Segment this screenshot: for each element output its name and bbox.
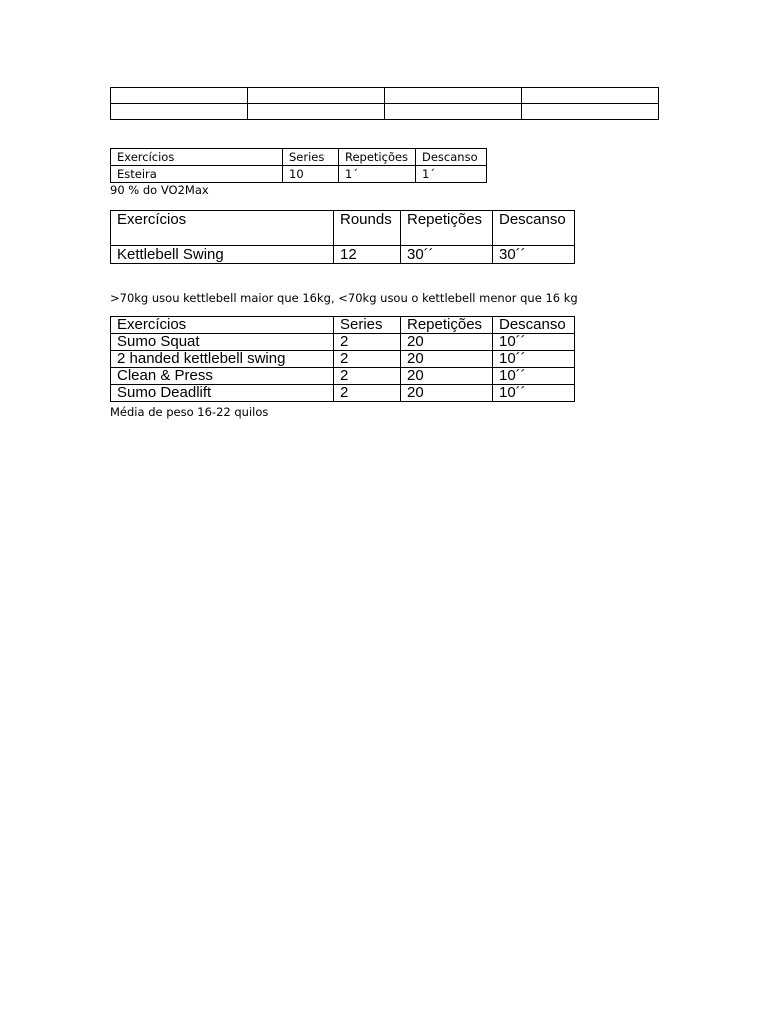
note-average-weight: Média de peso 16-22 quilos bbox=[110, 405, 269, 419]
header-cell: Descanso bbox=[416, 149, 487, 166]
table-cell bbox=[248, 104, 385, 120]
kettlebell-swing-table bbox=[110, 210, 575, 264]
header-cell: Series bbox=[334, 317, 401, 334]
table-cell bbox=[385, 104, 522, 120]
treadmill-table bbox=[110, 148, 487, 183]
table-cell: 10´´ bbox=[493, 351, 575, 368]
table-cell bbox=[522, 88, 659, 104]
table-row bbox=[111, 385, 575, 402]
table-cell: 20 bbox=[401, 385, 493, 402]
table-row bbox=[111, 334, 575, 351]
table-header-row bbox=[111, 211, 575, 246]
table-row bbox=[111, 166, 487, 183]
table-cell: Esteira bbox=[111, 166, 283, 183]
table-cell: Kettlebell Swing bbox=[111, 246, 334, 264]
table-cell bbox=[522, 104, 659, 120]
table-cell: 2 bbox=[334, 351, 401, 368]
header-cell: Exercícios bbox=[111, 211, 334, 246]
table-header-row bbox=[111, 149, 487, 166]
table-cell: 12 bbox=[334, 246, 401, 264]
table-cell: 2 bbox=[334, 368, 401, 385]
note-vo2max: 90 % do VO2Max bbox=[110, 183, 209, 197]
table-row bbox=[111, 351, 575, 368]
table-cell: 1´ bbox=[339, 166, 416, 183]
table-cell: 10´´ bbox=[493, 368, 575, 385]
table-cell bbox=[111, 88, 248, 104]
table-cell: 20 bbox=[401, 351, 493, 368]
header-cell: Descanso bbox=[493, 211, 575, 246]
header-cell: Repetições bbox=[401, 317, 493, 334]
header-cell: Repetições bbox=[401, 211, 493, 246]
table-cell: 10 bbox=[283, 166, 339, 183]
table-row bbox=[111, 104, 659, 120]
table-cell bbox=[385, 88, 522, 104]
table-cell: 2 bbox=[334, 385, 401, 402]
table-cell: 1´ bbox=[416, 166, 487, 183]
table-cell bbox=[111, 104, 248, 120]
note-kettlebell-weight: >70kg usou kettlebell maior que 16kg, <70kg usou o kettlebell menor que 16 kg bbox=[110, 291, 578, 305]
table-cell bbox=[248, 88, 385, 104]
header-cell: Rounds bbox=[334, 211, 401, 246]
table-cell: 2 bbox=[334, 334, 401, 351]
table-cell: Sumo Squat bbox=[111, 334, 334, 351]
table-header-row bbox=[111, 317, 575, 334]
header-cell: Exercícios bbox=[111, 149, 283, 166]
blank-table bbox=[110, 87, 659, 120]
header-cell: Series bbox=[283, 149, 339, 166]
table-cell: Sumo Deadlift bbox=[111, 385, 334, 402]
table-row bbox=[111, 246, 575, 264]
table-row bbox=[111, 368, 575, 385]
strength-exercises-table bbox=[110, 316, 575, 402]
header-cell: Descanso bbox=[493, 317, 575, 334]
table-cell: 10´´ bbox=[493, 385, 575, 402]
table-cell: 20 bbox=[401, 334, 493, 351]
table-cell: 10´´ bbox=[493, 334, 575, 351]
table-cell: 2 handed kettlebell swing bbox=[111, 351, 334, 368]
table-cell: 20 bbox=[401, 368, 493, 385]
header-cell: Repetições bbox=[339, 149, 416, 166]
table-cell: Clean & Press bbox=[111, 368, 334, 385]
table-cell: 30´´ bbox=[493, 246, 575, 264]
table-row bbox=[111, 88, 659, 104]
table-cell: 30´´ bbox=[401, 246, 493, 264]
header-cell: Exercícios bbox=[111, 317, 334, 334]
